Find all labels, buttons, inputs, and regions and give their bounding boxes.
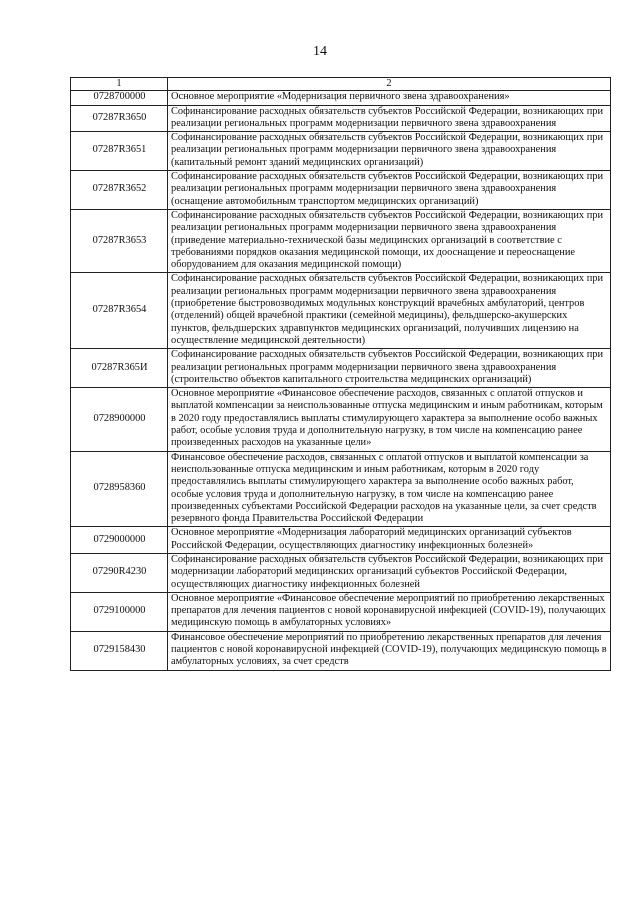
row-description: Финансовое обеспечение мероприятий по приобретению лекарственных препаратов для лечения пациентов с новой коронавирусной инфекцией (COVID-19), получающих медицинскую помощь в амбулаторных условиях, за счет средств — [168, 631, 611, 670]
column-header-2: 2 — [168, 78, 611, 91]
table-row — [71, 349, 611, 388]
row-description: Софинансирование расходных обязательств субъектов Российской Федерации, возникающих при реализации региональных программ модернизации первичного звена здравоохранения — [168, 105, 611, 132]
row-code: 0729158430 — [71, 631, 168, 670]
row-description: Основное мероприятие «Финансовое обеспечение расходов, связанных с оплатой отпусков и выплатой компенсации за неиспользованные отпуска медицинским и иным работникам, которым в 2020 году предоставлялись выплаты стимулирующего характера за выполнение особо важных работ, особые условия труда и дополнительную нагрузку, в том числе на компенсацию ранее произведенных расходов на указанные цели» — [168, 388, 611, 451]
row-code: 0728900000 — [71, 388, 168, 451]
row-code: 0728958360 — [71, 451, 168, 527]
table-row — [71, 592, 611, 631]
table-header-row — [71, 78, 611, 91]
row-code: 07287R3654 — [71, 273, 168, 349]
page-number: 14 — [313, 44, 327, 59]
row-description: Софинансирование расходных обязательств субъектов Российской Федерации, возникающих при модернизации лабораторий медицинских организаций субъектов Российской Федерации, осуществляющих диагностику инфекционных болезней — [168, 553, 611, 592]
table-row — [71, 91, 611, 105]
row-description: Основное мероприятие «Финансовое обеспечение мероприятий по приобретению лекарственных препаратов для лечения пациентов с новой коронавирусной инфекцией (COVID-19), получающих медицинскую помощь в амбулаторных условиях» — [168, 592, 611, 631]
row-code: 07287R3652 — [71, 171, 168, 210]
row-code: 07290R4230 — [71, 553, 168, 592]
row-description: Основное мероприятие «Модернизация лабораторий медицинских организаций субъектов Российской Федерации, осуществляющих диагностику инфекционных болезней» — [168, 527, 611, 554]
row-description: Финансовое обеспечение расходов, связанных с оплатой отпусков и выплатой компенсации за неиспользованные отпуска медицинским и иным работникам, которым в 2020 году предоставлялись выплаты стимулирующего характера за выполнение особо важных работ, особые условия труда и дополнительную нагрузку, в том числе на компенсацию ранее произведенных субъектами Российской Федерации расходов на указанные цели, за счет средств резервного фонда Правительства Российской Федерации — [168, 451, 611, 527]
table-row — [71, 273, 611, 349]
row-code: 07287R3650 — [71, 105, 168, 132]
row-description: Софинансирование расходных обязательств субъектов Российской Федерации, возникающих при реализации региональных программ модернизации первичного звена здравоохранения (оснащение автомобильным транспортом медицинских организаций) — [168, 171, 611, 210]
table-row — [71, 105, 611, 132]
column-header-1: 1 — [71, 78, 168, 91]
row-code: 07287R3651 — [71, 132, 168, 171]
table-row — [71, 209, 611, 272]
table-row — [71, 527, 611, 554]
row-description: Софинансирование расходных обязательств субъектов Российской Федерации, возникающих при реализации региональных программ модернизации первичного звена здравоохранения (строительство объектов капитального строительства медицинских организаций) — [168, 349, 611, 388]
table-row — [71, 553, 611, 592]
row-description: Софинансирование расходных обязательств субъектов Российской Федерации, возникающих при реализации региональных программ модернизации первичного звена здравоохранения (приведение материально-технической базы медицинских организаций в соответствие с требованиями порядков оказания медицинской помощи, их дооснащение и переоснащение оборудованием для оказания медицинской помощи) — [168, 209, 611, 272]
row-description: Софинансирование расходных обязательств субъектов Российской Федерации, возникающих при реализации региональных программ модернизации первичного звена здравоохранения (капитальный ремонт зданий медицинских организаций) — [168, 132, 611, 171]
table-row — [71, 451, 611, 527]
row-code: 0729000000 — [71, 527, 168, 554]
row-description: Основное мероприятие «Модернизация первичного звена здравоохранения» — [168, 91, 611, 105]
table-row — [71, 132, 611, 171]
budget-classification-table — [70, 77, 611, 671]
row-code: 07287R365И — [71, 349, 168, 388]
row-code: 07287R3653 — [71, 209, 168, 272]
row-description: Софинансирование расходных обязательств субъектов Российской Федерации, возникающих при реализации региональных программ модернизации первичного звена здравоохранения (приобретение быстровозводимых модульных конструкций врачебных амбулаторий, центров (отделений) общей врачебной практики (семейной медицины), фельдшерско-акушерских пунктов, фельдшерских здравпунктов медицинских организаций, получивших лицензию на осуществление медицинской деятельности) — [168, 273, 611, 349]
table-row — [71, 171, 611, 210]
row-code: 0729100000 — [71, 592, 168, 631]
table-row — [71, 631, 611, 670]
row-code: 0728700000 — [71, 91, 168, 105]
table-row — [71, 388, 611, 451]
